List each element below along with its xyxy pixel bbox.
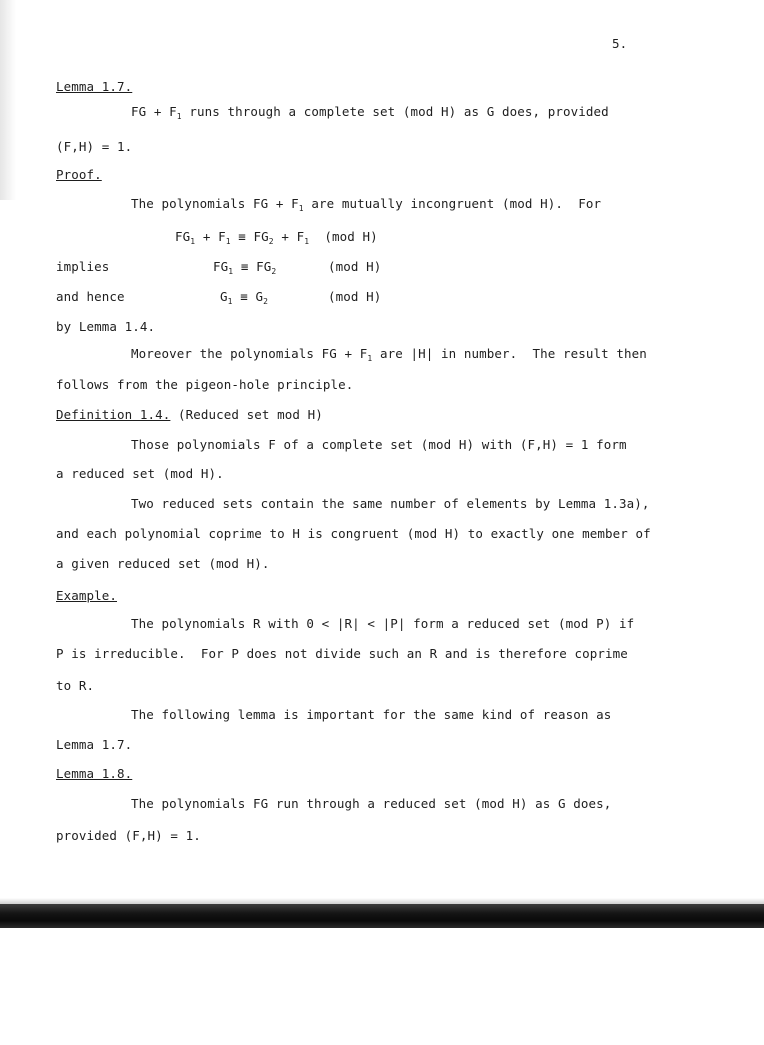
example-line-2: P is irreducible. For P does not divide such an R and is therefore coprime [56, 646, 628, 661]
definition-1-4-line-3: Two reduced sets contain the same number of elements by Lemma 1.3a), [131, 496, 650, 511]
definition-1-4-line-2: a reduced set (mod H). [56, 466, 224, 481]
example-line-5: Lemma 1.7. [56, 737, 133, 752]
proof-by-lemma: by Lemma 1.4. [56, 319, 156, 334]
proof-line-1: The polynomials FG + $F_1$ are mutually incongruent (mod H). For [131, 196, 602, 213]
equation-3-label: and hence [56, 289, 125, 304]
definition-1-4-subtitle: (Reduced set mod H) [170, 407, 323, 422]
scan-binding-bar [0, 904, 764, 928]
equation-2: $FG_1 \equiv FG_2$ [213, 259, 277, 276]
proof-heading: Proof. [56, 167, 102, 182]
definition-1-4-heading-row [56, 407, 323, 423]
definition-1-4-line-1: Those polynomials F of a complete set (mod H) with (F,H) = 1 form [131, 437, 627, 452]
lemma-1-7-statement-line-2: (F,H) = 1. [56, 139, 133, 154]
equation-1: $FG_1 + F_1 \equiv FG_2 + F_1$ (mod H) [175, 229, 378, 246]
equation-2-mod: (mod H) [328, 259, 382, 274]
lemma-1-8-heading: Lemma 1.8. [56, 766, 133, 781]
lemma-1-7-statement-line-1: FG + $F_1$ runs through a complete set (mod H) as G does, provided [131, 104, 609, 121]
lemma-1-8-line-1: The polynomials FG run through a reduced set (mod H) as G does, [131, 796, 612, 811]
example-heading: Example. [56, 588, 118, 603]
equation-3-mod: (mod H) [328, 289, 382, 304]
equation-2-label: implies [56, 259, 110, 274]
example-line-1: The polynomials R with 0 < |R| < |P| form a reduced set (mod P) if [131, 616, 635, 631]
definition-1-4-line-4: and each polynomial coprime to H is congruent (mod H) to exactly one member of [56, 526, 651, 541]
example-line-4: The following lemma is important for the same kind of reason as [131, 707, 612, 722]
example-line-3: to R. [56, 678, 95, 693]
definition-1-4-heading: Definition 1.4. [56, 407, 171, 422]
equation-3: $G_1 \equiv G_2$ [220, 289, 268, 306]
definition-1-4-line-5: a given reduced set (mod H). [56, 556, 270, 571]
proof-moreover: Moreover the polynomials FG + $F_1$ are |H| in number. The result then [131, 346, 647, 363]
lemma-1-8-line-2: provided (F,H) = 1. [56, 828, 201, 843]
proof-follows: follows from the pigeon-hole principle. [56, 377, 354, 392]
page-number: 5. [612, 36, 628, 51]
scan-shadow [0, 0, 16, 200]
lemma-1-7-heading: Lemma 1.7. [56, 79, 133, 94]
